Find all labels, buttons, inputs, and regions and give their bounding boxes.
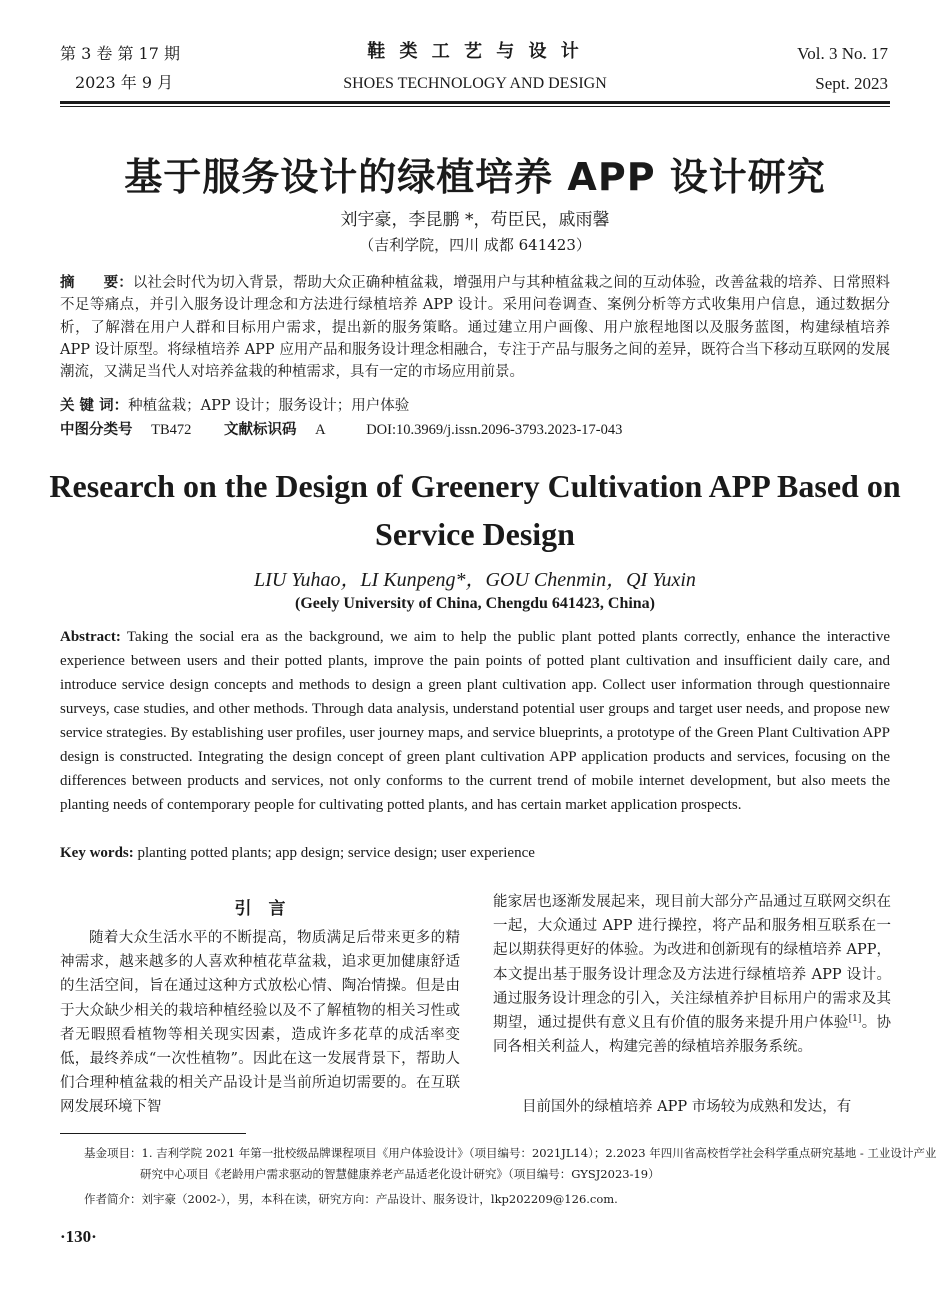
right-column-paragraph-1 (493, 890, 891, 1059)
abstract-cn-text: 以社会时代为切入背景，帮助大众正确种植盆栽，增强用户与其种植盆栽之间的互动体验，改善盆栽的培养、日常照料不足等痛点，并引入服务设计理念和方法进行绿植培养 APP 设计。采用问卷调查、案例分析等方式收集用户信息，通过数据分析，了解潜在用户人群和目标用户需求，提出新的服务策略。通过建立用户画像、用户旅程地图以及服务蓝图，构建绿植培养 APP 设计原型。将绿植培养 APP 应用产品和服务设计理念相融合，专注于产品与服务之间的差异，既符合当下移动互联网的发展潮流，又满足当代人对培养盆栽的种植需求，具有一定的市场应用前景。 (60, 275, 890, 381)
header-rule-thin (60, 106, 890, 107)
affiliation-en: (Geely University of China, Chengdu 641423, China) (294, 595, 656, 612)
doc-code-value: A (315, 422, 326, 438)
header-date-en: Sept. 2023 (815, 74, 888, 93)
citation-ref: [1] (848, 1014, 862, 1025)
abstract-en-label: Abstract: (60, 629, 121, 645)
journal-title-cn: 鞋 类 工 艺 与 设 计 (367, 41, 583, 62)
keywords-cn (60, 395, 890, 417)
page-number: ·130· (60, 1227, 97, 1246)
paper-title-en-line1: Research on the Design of Greenery Cultivation APP Based on (49, 468, 901, 504)
abstract-cn-label: 摘 要： (60, 275, 133, 291)
keywords-en (60, 841, 890, 865)
journal-title-en: SHOES TECHNOLOGY AND DESIGN (343, 75, 607, 92)
doi: DOI:10.3969/j.issn.2096-3793.2023-17-043 (366, 422, 623, 438)
header-rule-thick (60, 101, 890, 104)
abstract-cn (60, 272, 890, 383)
footnote-fund (84, 1143, 946, 1185)
fund-label: 基金项目： (84, 1146, 142, 1160)
paper-title-en-line2: Service Design (375, 516, 575, 552)
author-bio-label: 作者简介： (84, 1192, 142, 1206)
authors-en: LIU Yuhao，LI Kunpeng*，GOU Chenmin，QI Yuxin (254, 569, 696, 591)
left-column-paragraph: 随着大众生活水平的不断提高，物质满足后带来更多的精神需求，越来越多的人喜欢种植花草盆栽，追求更加健康舒适的生活空间，旨在通过这种方式放松心情、陶冶情操。但是由于大众缺少相关的栽培种植经验以及不了解植物的相关习性或者无暇照看植物等相关现实因素，造成许多花草的成活率变低，最终养成“一次性植物”。因此在这一发展背景下，帮助人们合理种植盆栽的相关产品设计是当前所迫切需要的。在互联网发展环境下智 (60, 930, 460, 1116)
abstract-en-text: Taking the social era as the background, we aim to help the public plant potted plants correctly, enhance the interactive experience between users and their potted plants, improve the pain points of potted plant cultivation and insufficient daily care, and introduce service design concepts and methods to design a green plant cultivation app. Collect user information through questionnaire surveys, case studies, and other methods. Through data analysis, understand potential user groups and target user needs, and propose new service strategies. By establishing user profiles, user journey maps, and service blueprints, a prototype of the Green Plant Cultivation APP design is constructed. Integrating the design concept of green plant cultivation APP application products and services, focusing on the differences between products and services, not only conforms to the current trend of mobile internet development, but also meets the planting needs of contemporary people for cultivating potted plants, and has certain market application prospects. (60, 629, 890, 813)
paper-title-cn: 基于服务设计的绿植培养 APP 设计研究 (124, 155, 826, 199)
classification-line (60, 419, 890, 441)
keywords-cn-label: 关 键 词： (60, 398, 129, 414)
keywords-cn-text: 种植盆栽；APP 设计；服务设计；用户体验 (128, 398, 410, 414)
affiliation-cn: （吉利学院，四川 成都 641423） (359, 236, 591, 254)
section-heading-introduction: 引 言 (234, 899, 286, 919)
footnote-rule (60, 1133, 246, 1134)
clc-label: 中图分类号 (60, 422, 133, 438)
header-volume-en: Vol. 3 No. 17 (797, 44, 888, 63)
abstract-en (60, 625, 890, 817)
author-bio-text: 刘宇豪（2002-），男，本科在读，研究方向：产品设计、服务设计，lkp202209@126.com. (141, 1192, 618, 1206)
right-column-text-cont: 。协同各相关利益人，构建完善的绿植培养服务系统。 (493, 1015, 892, 1056)
footnote-author (84, 1189, 890, 1210)
fund-text: 1. 吉利学院 2021 年第一批校级品牌课程项目《用户体验设计》（项目编号：2021JL14）；2.2023 年四川省高校哲学社会科学重点研究基地 - 工业设计产业研究中心项目《老龄用户需求驱动的智慧健康养老产品适老化设计研究》（项目编号：GYSJ2023-19） (140, 1146, 937, 1181)
keywords-en-text: planting potted plants; app design; service design; user experience (133, 845, 535, 861)
right-column-paragraph-2: 目前国外的绿植培养 APP 市场较为成熟和发达，有 (522, 1099, 852, 1115)
authors-cn: 刘宇豪，李昆鹏 *，苟臣民，戚雨馨 (340, 210, 610, 230)
header-volume-cn: 第 3 卷 第 17 期 (60, 44, 180, 63)
header-date-cn: 2023 年 9 月 (75, 73, 174, 92)
right-column-text: 能家居也逐渐发展起来，现目前大部分产品通过互联网交织在一起，大众通过 APP 进行操控，将产品和服务相互联系在一起以期获得更好的体验。为改进和创新现有的绿植培养 APP，本文提出基于服务设计理念及方法进行绿植培养 APP 设计。通过服务设计理念的引入，关注绿植养护目标用户的需求及其期望，通过提供有意义且有价值的服务来提升用户体验 (493, 894, 891, 1032)
keywords-en-label: Key words: (60, 845, 134, 861)
doc-code-label: 文献标识码 (224, 422, 297, 438)
clc-value: TB472 (151, 422, 192, 438)
